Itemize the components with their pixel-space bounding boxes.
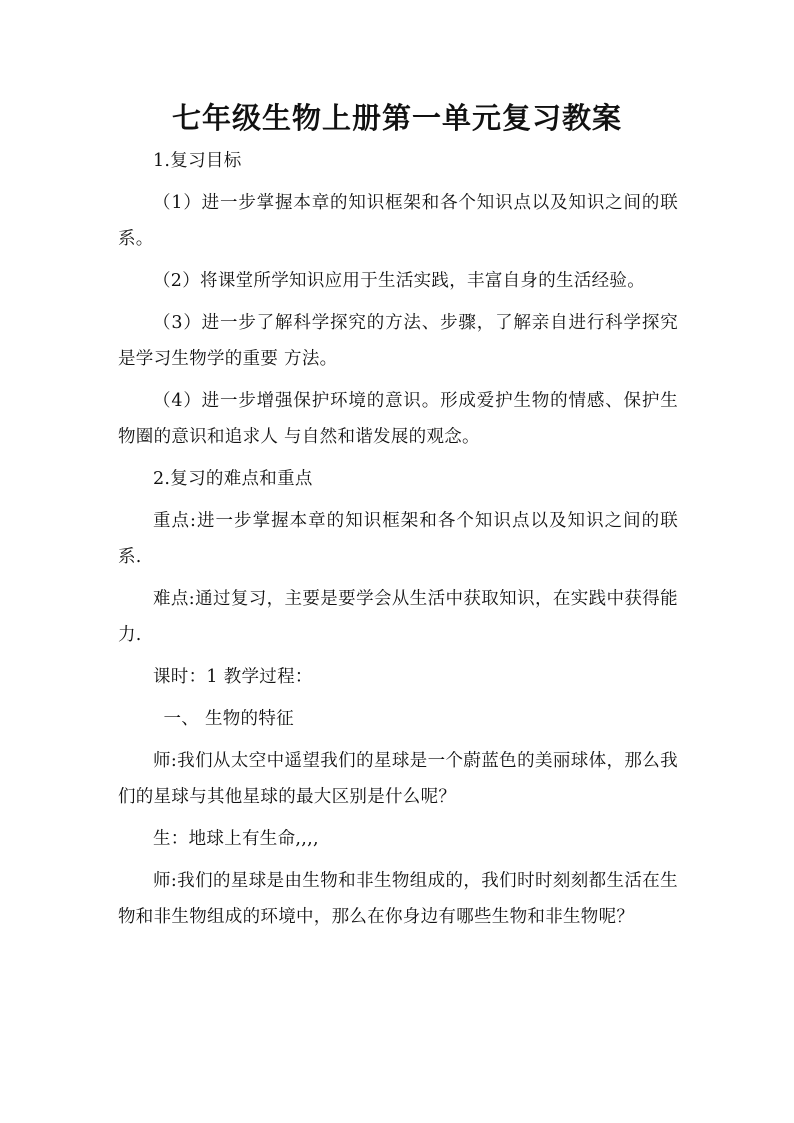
document-title: 七年级生物上册第一单元复习教案: [171, 101, 622, 135]
student-answer-1: 生：地球上有生命,,,,: [153, 829, 319, 849]
teacher-question-1: 师:我们从太空中遥望我们的星球是一个蔚蓝色的美丽球体，那么我们的星球与其他星球的最大区别是什么呢？: [118, 751, 678, 807]
section-heading-review-goals: 1.复习目标: [153, 151, 242, 171]
document-body: [118, 143, 678, 935]
lesson-period-line: 课时：1 教学过程：: [153, 667, 313, 687]
key-point-paragraph: 重点:进一步掌握本章的知识框架和各个知识点以及知识之间的联系.: [118, 511, 678, 567]
goal-item-3: （3）进一步了解科学探究的方法、步骤，了解亲自进行科学探究是学习生物学的重要 方法。: [118, 313, 678, 369]
goal-item-2: （2）将课堂所学知识应用于生活实践，丰富自身的生活经验。: [153, 271, 646, 291]
teacher-question-2: 师:我们的星球是由生物和非生物组成的，我们时时刻刻都生活在生物和非生物组成的环境中，那么在你身边有哪些生物和非生物呢？: [118, 871, 678, 927]
goal-item-1: （1）进一步掌握本章的知识框架和各个知识点以及知识之间的联系。: [118, 193, 678, 249]
goal-item-4: （4）进一步增强保护环境的意识。形成爱护生物的情感、保护生物圈的意识和追求人 与自然和谐发展的观念。: [118, 391, 678, 447]
section-heading-key-points: 2.复习的难点和重点: [153, 469, 313, 489]
subsection-heading-characteristics: 一、 生物的特征: [163, 709, 294, 729]
difficulty-paragraph: 难点:通过复习，主要是要学会从生活中获取知识，在实践中获得能力.: [118, 589, 678, 645]
